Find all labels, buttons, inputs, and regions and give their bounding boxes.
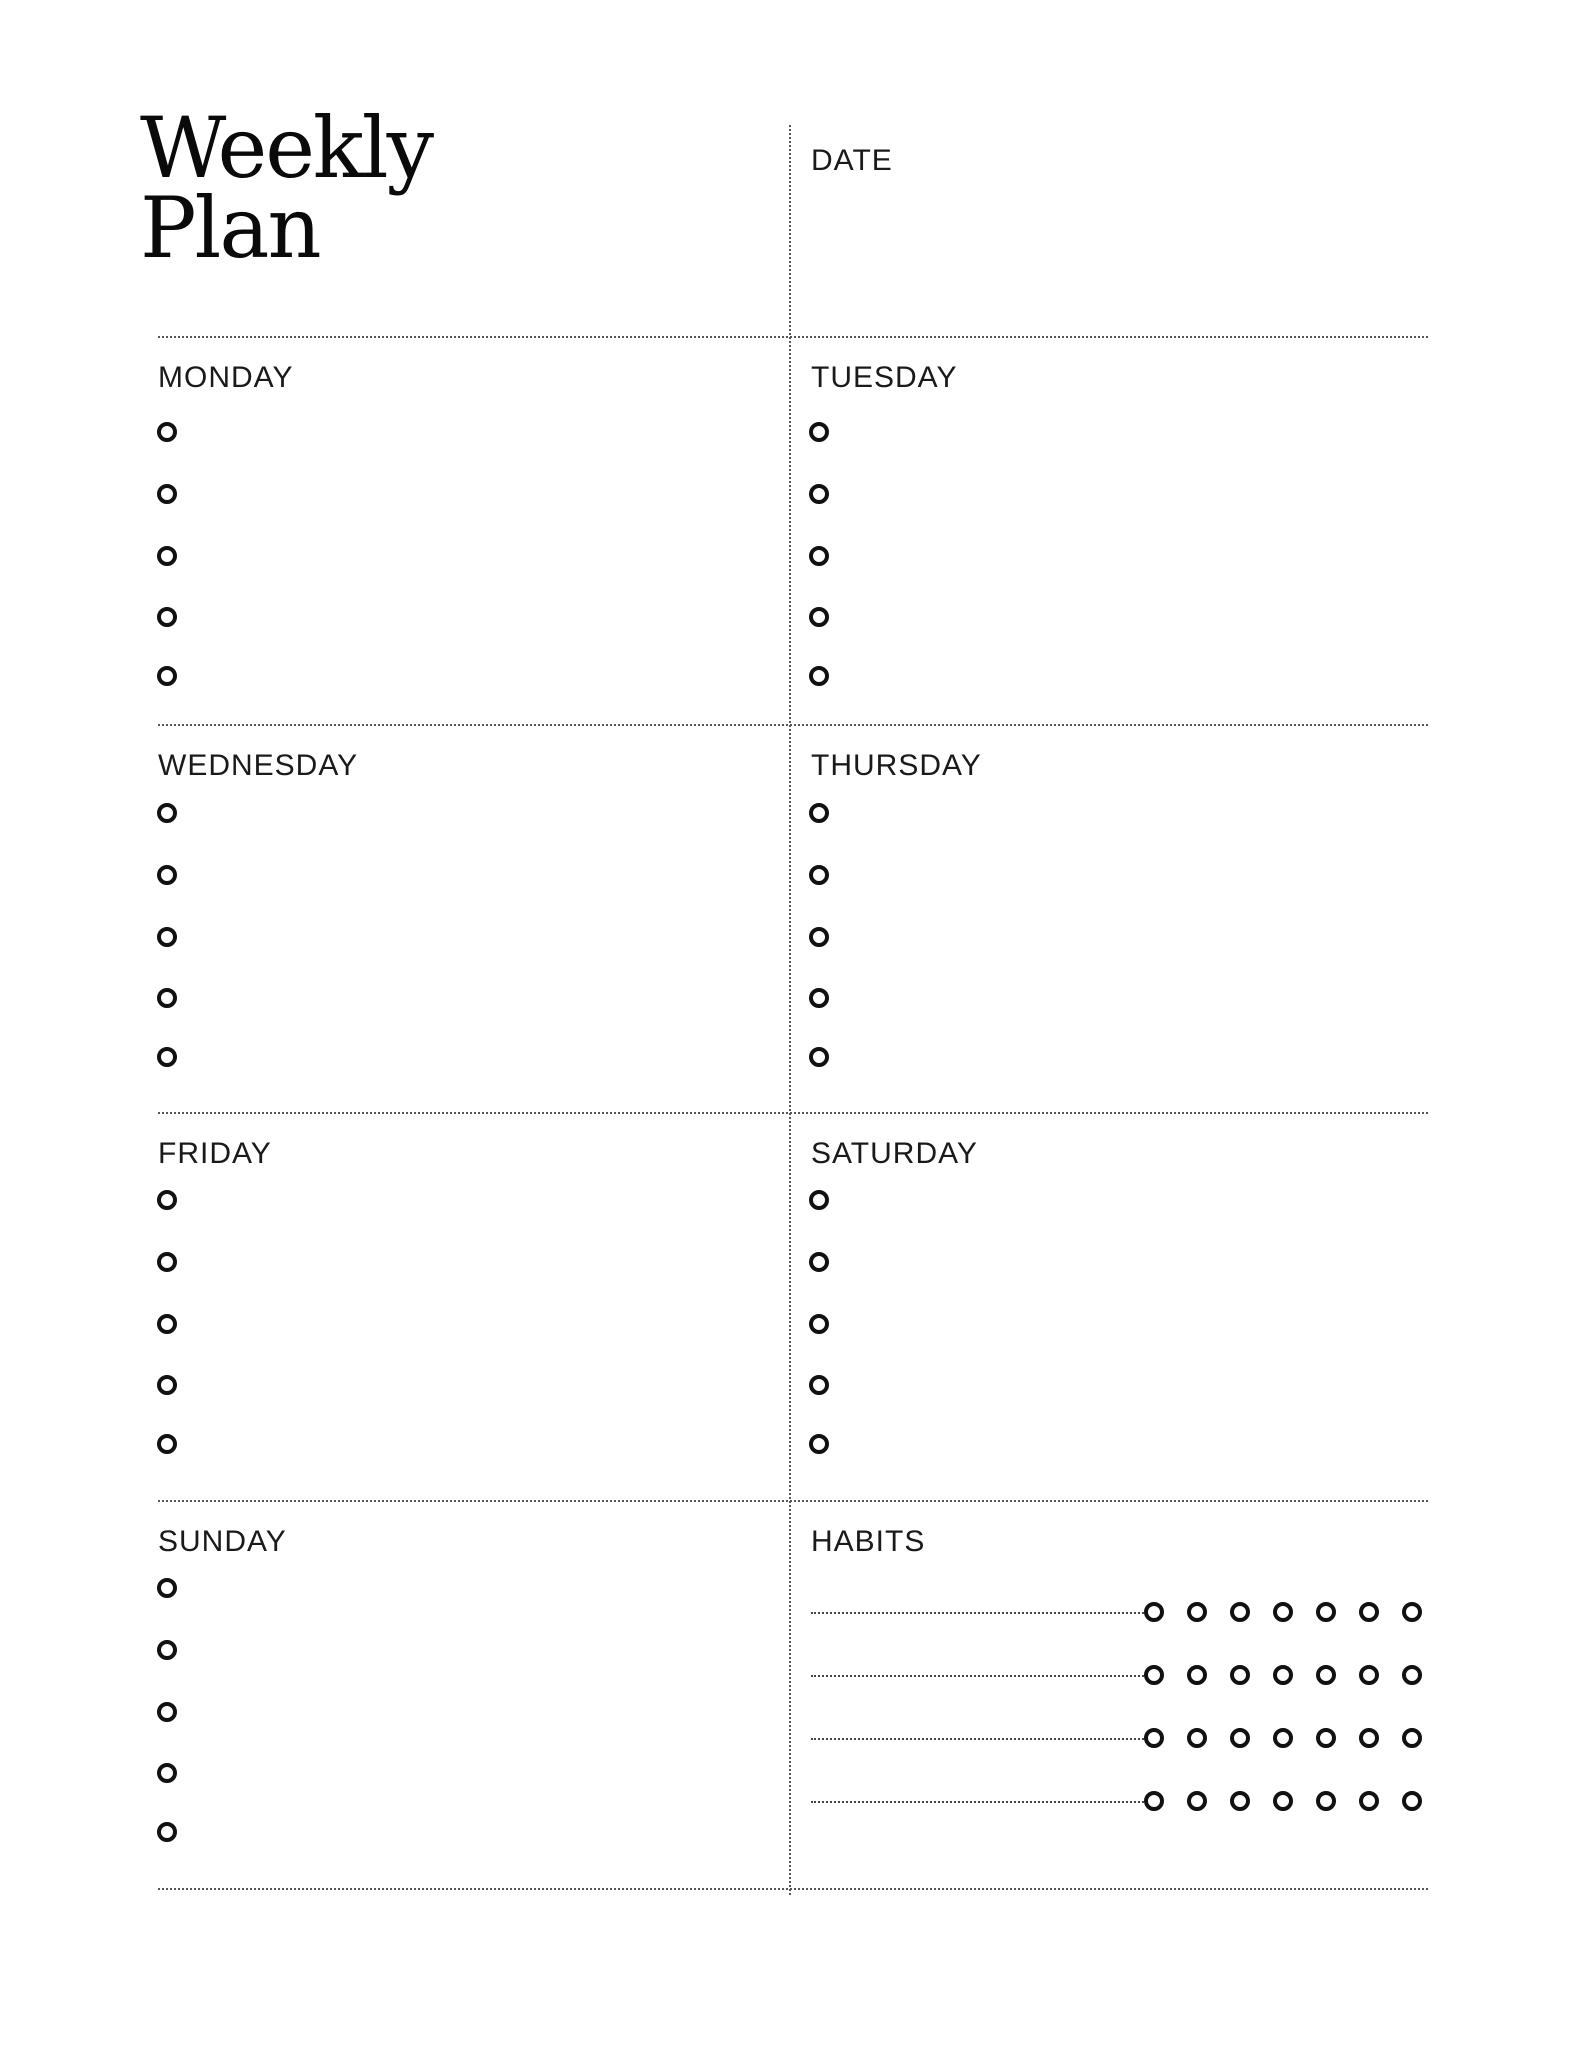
- habit-checkbox-1-1[interactable]: [1144, 1602, 1164, 1622]
- checkbox-saturday-3[interactable]: [809, 1314, 829, 1334]
- checkbox-sunday-3[interactable]: [157, 1702, 177, 1722]
- day-label-monday: MONDAY: [158, 361, 294, 394]
- checkbox-friday-3[interactable]: [157, 1314, 177, 1334]
- checkbox-sunday-5[interactable]: [157, 1822, 177, 1842]
- day-label-saturday: SATURDAY: [811, 1137, 978, 1170]
- habit-checkbox-3-7[interactable]: [1402, 1728, 1422, 1748]
- row-divider-3: [158, 1112, 1428, 1114]
- habit-checkbox-3-4[interactable]: [1273, 1728, 1293, 1748]
- habit-checkbox-3-5[interactable]: [1316, 1728, 1336, 1748]
- day-label-sunday: SUNDAY: [158, 1525, 287, 1558]
- checkbox-thursday-3[interactable]: [809, 927, 829, 947]
- checkbox-wednesday-5[interactable]: [157, 1047, 177, 1067]
- habit-checkbox-1-5[interactable]: [1316, 1602, 1336, 1622]
- checkbox-tuesday-1[interactable]: [809, 422, 829, 442]
- day-label-friday: FRIDAY: [158, 1137, 272, 1170]
- habit-checkbox-2-1[interactable]: [1144, 1665, 1164, 1685]
- checkbox-friday-4[interactable]: [157, 1375, 177, 1395]
- checkbox-wednesday-1[interactable]: [157, 803, 177, 823]
- checkbox-sunday-4[interactable]: [157, 1763, 177, 1783]
- checkbox-friday-2[interactable]: [157, 1252, 177, 1272]
- checkbox-monday-2[interactable]: [157, 484, 177, 504]
- habit-line-2[interactable]: [811, 1675, 1144, 1677]
- checkbox-sunday-2[interactable]: [157, 1640, 177, 1660]
- habit-checkbox-2-3[interactable]: [1230, 1665, 1250, 1685]
- checkbox-wednesday-2[interactable]: [157, 865, 177, 885]
- day-label-tuesday: TUESDAY: [811, 361, 958, 394]
- date-label: DATE: [811, 144, 893, 177]
- habit-checkbox-1-6[interactable]: [1359, 1602, 1379, 1622]
- checkbox-saturday-5[interactable]: [809, 1434, 829, 1454]
- checkbox-saturday-2[interactable]: [809, 1252, 829, 1272]
- habit-checkbox-3-2[interactable]: [1187, 1728, 1207, 1748]
- habit-checkbox-4-7[interactable]: [1402, 1791, 1422, 1811]
- checkbox-tuesday-2[interactable]: [809, 484, 829, 504]
- habit-checkbox-4-5[interactable]: [1316, 1791, 1336, 1811]
- checkbox-tuesday-4[interactable]: [809, 607, 829, 627]
- habit-checkbox-1-7[interactable]: [1402, 1602, 1422, 1622]
- checkbox-wednesday-3[interactable]: [157, 927, 177, 947]
- habit-checkbox-3-3[interactable]: [1230, 1728, 1250, 1748]
- checkbox-sunday-1[interactable]: [157, 1578, 177, 1598]
- habit-checkbox-4-3[interactable]: [1230, 1791, 1250, 1811]
- habit-checkbox-3-1[interactable]: [1144, 1728, 1164, 1748]
- checkbox-saturday-1[interactable]: [809, 1190, 829, 1210]
- checkbox-monday-3[interactable]: [157, 546, 177, 566]
- checkbox-monday-1[interactable]: [157, 422, 177, 442]
- day-label-thursday: THURSDAY: [811, 749, 982, 782]
- checkbox-monday-4[interactable]: [157, 607, 177, 627]
- day-label-wednesday: WEDNESDAY: [158, 749, 359, 782]
- habit-checkbox-3-6[interactable]: [1359, 1728, 1379, 1748]
- title-line-2: Plan: [140, 179, 320, 277]
- habit-checkbox-4-1[interactable]: [1144, 1791, 1164, 1811]
- checkbox-tuesday-5[interactable]: [809, 666, 829, 686]
- checkbox-tuesday-3[interactable]: [809, 546, 829, 566]
- habit-checkbox-4-4[interactable]: [1273, 1791, 1293, 1811]
- habit-checkbox-4-6[interactable]: [1359, 1791, 1379, 1811]
- habit-checkbox-1-2[interactable]: [1187, 1602, 1207, 1622]
- habit-checkbox-1-3[interactable]: [1230, 1602, 1250, 1622]
- checkbox-monday-5[interactable]: [157, 666, 177, 686]
- row-divider-2: [158, 724, 1428, 726]
- checkbox-wednesday-4[interactable]: [157, 988, 177, 1008]
- row-divider-1: [158, 336, 1428, 338]
- row-divider-5: [158, 1888, 1428, 1890]
- habit-checkbox-1-4[interactable]: [1273, 1602, 1293, 1622]
- checkbox-thursday-5[interactable]: [809, 1047, 829, 1067]
- checkbox-friday-5[interactable]: [157, 1434, 177, 1454]
- habit-checkbox-2-2[interactable]: [1187, 1665, 1207, 1685]
- center-divider: [789, 125, 791, 1895]
- checkbox-thursday-1[interactable]: [809, 803, 829, 823]
- checkbox-friday-1[interactable]: [157, 1190, 177, 1210]
- habits-label: HABITS: [811, 1525, 926, 1558]
- habit-line-1[interactable]: [811, 1612, 1144, 1614]
- habit-checkbox-2-4[interactable]: [1273, 1665, 1293, 1685]
- page-title: [140, 99, 433, 277]
- checkbox-thursday-2[interactable]: [809, 865, 829, 885]
- checkbox-saturday-4[interactable]: [809, 1375, 829, 1395]
- habit-checkbox-2-6[interactable]: [1359, 1665, 1379, 1685]
- row-divider-4: [158, 1500, 1428, 1502]
- title-line-1: Weekly: [140, 99, 433, 197]
- habit-line-3[interactable]: [811, 1738, 1144, 1740]
- habit-line-4[interactable]: [811, 1801, 1144, 1803]
- habit-checkbox-4-2[interactable]: [1187, 1791, 1207, 1811]
- checkbox-thursday-4[interactable]: [809, 988, 829, 1008]
- habit-checkbox-2-7[interactable]: [1402, 1665, 1422, 1685]
- habit-checkbox-2-5[interactable]: [1316, 1665, 1336, 1685]
